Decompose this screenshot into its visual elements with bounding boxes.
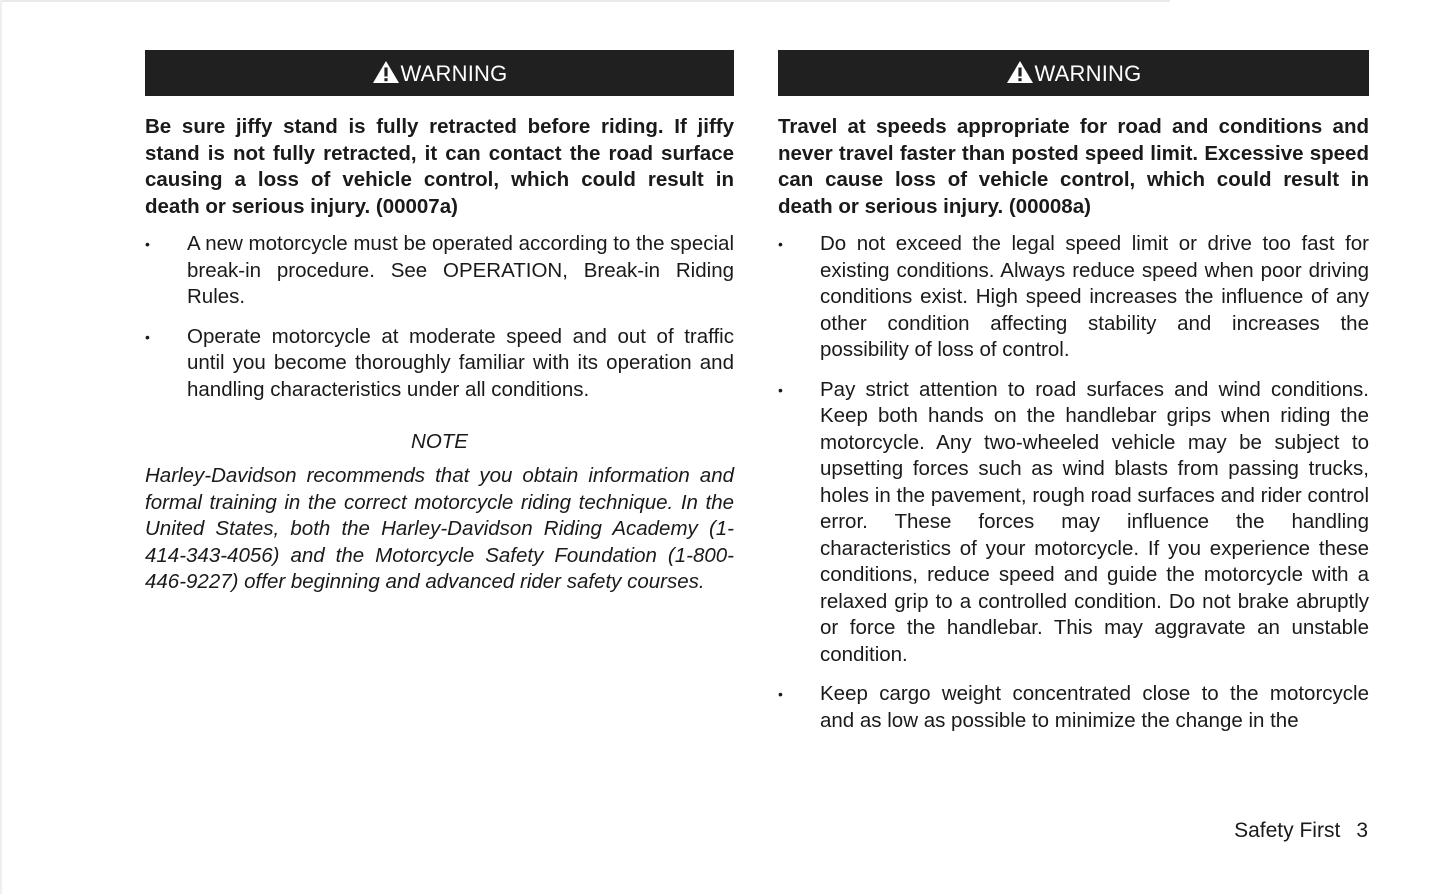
- page-number: 3: [1356, 819, 1368, 842]
- bullet-dot: •: [778, 381, 783, 398]
- list-item-text: A new motorcycle must be operated according to the special break-in procedure. See OPERATION, Break-in Riding Rules.: [187, 232, 734, 308]
- warning-banner-right: [778, 50, 1369, 96]
- note-title: NOTE: [411, 430, 468, 453]
- list-item: [778, 231, 1369, 364]
- bullet-dot: •: [778, 686, 783, 702]
- list-item: [778, 377, 1369, 669]
- list-item: [778, 681, 1369, 734]
- bullet-dot: •: [145, 236, 150, 252]
- bullet-list-right: [778, 231, 1369, 734]
- list-item-text: Do not exceed the legal speed limit or drive too fast for existing conditions. Always reduce speed when poor driving conditions exist. High speed increases the influence of any other condition affecting stability and increases the possibility of loss of control.: [820, 232, 1369, 361]
- note-body: Harley-Davidson recommends that you obtain information and formal training in the correct motorcycle riding technique. In the United States, both the Harley-Davidson Riding Academy (1-414-343-4056) and the Motorcycle Safety Foundation (1-800-446-9227) offer beginning and advanced rider safety courses.: [145, 464, 734, 593]
- warning-triangle-icon: [372, 60, 400, 84]
- page-left-edge: [0, 0, 2, 894]
- warning-label: WARNING: [1034, 61, 1142, 86]
- bullet-dot: •: [145, 328, 150, 345]
- list-item-text: Pay strict attention to road surfaces and wind conditions. Keep both hands on the handlebar grips when riding the motorcycle. Any two-wheeled vehicle may be subject to upsetting forces such as wind blasts from passing trucks, holes in the pavement, rough road surfaces and rider control error. These forces may influence the handling characteristics of your motorcycle. If you experience these conditions, reduce speed and guide the motorcycle with a relaxed grip to a controlled condition. Do not brake abruptly or force the handlebar. This may aggravate an unstable condition.: [820, 377, 1369, 666]
- warning-text-jiffy-stand: Be sure jiffy stand is fully retracted before riding. If jiffy stand is not fully retracted, it can contact the road surface causing a loss of vehicle control, which could result in death or serious injury. (00007a): [145, 115, 734, 218]
- warning-label: WARNING: [400, 61, 508, 86]
- footer-section-title: Safety First: [1234, 819, 1341, 842]
- bullet-dot: •: [778, 236, 783, 252]
- page-footer: [1234, 819, 1368, 843]
- warning-text-speed: Travel at speeds appropriate for road and conditions and never travel faster than posted speed limit. Excessive speed can cause loss of vehicle control, which could result in death or serious injury. (00008a): [778, 115, 1369, 218]
- left-column: [145, 50, 734, 596]
- bullet-list-left: [145, 231, 734, 403]
- list-item-text: Keep cargo weight concentrated close to the motorcycle and as low as possible to minimize the change in the: [820, 682, 1369, 732]
- list-item-text: Operate motorcycle at moderate speed and out of traffic until you become thoroughly familiar with its operation and handling characteristics under all conditions.: [187, 324, 734, 401]
- warning-triangle-icon: [1006, 60, 1034, 84]
- warning-banner-left: [145, 50, 734, 96]
- page-top-edge: [0, 0, 1170, 2]
- list-item: [145, 324, 734, 404]
- right-column: [778, 50, 1369, 747]
- list-item: [145, 231, 734, 311]
